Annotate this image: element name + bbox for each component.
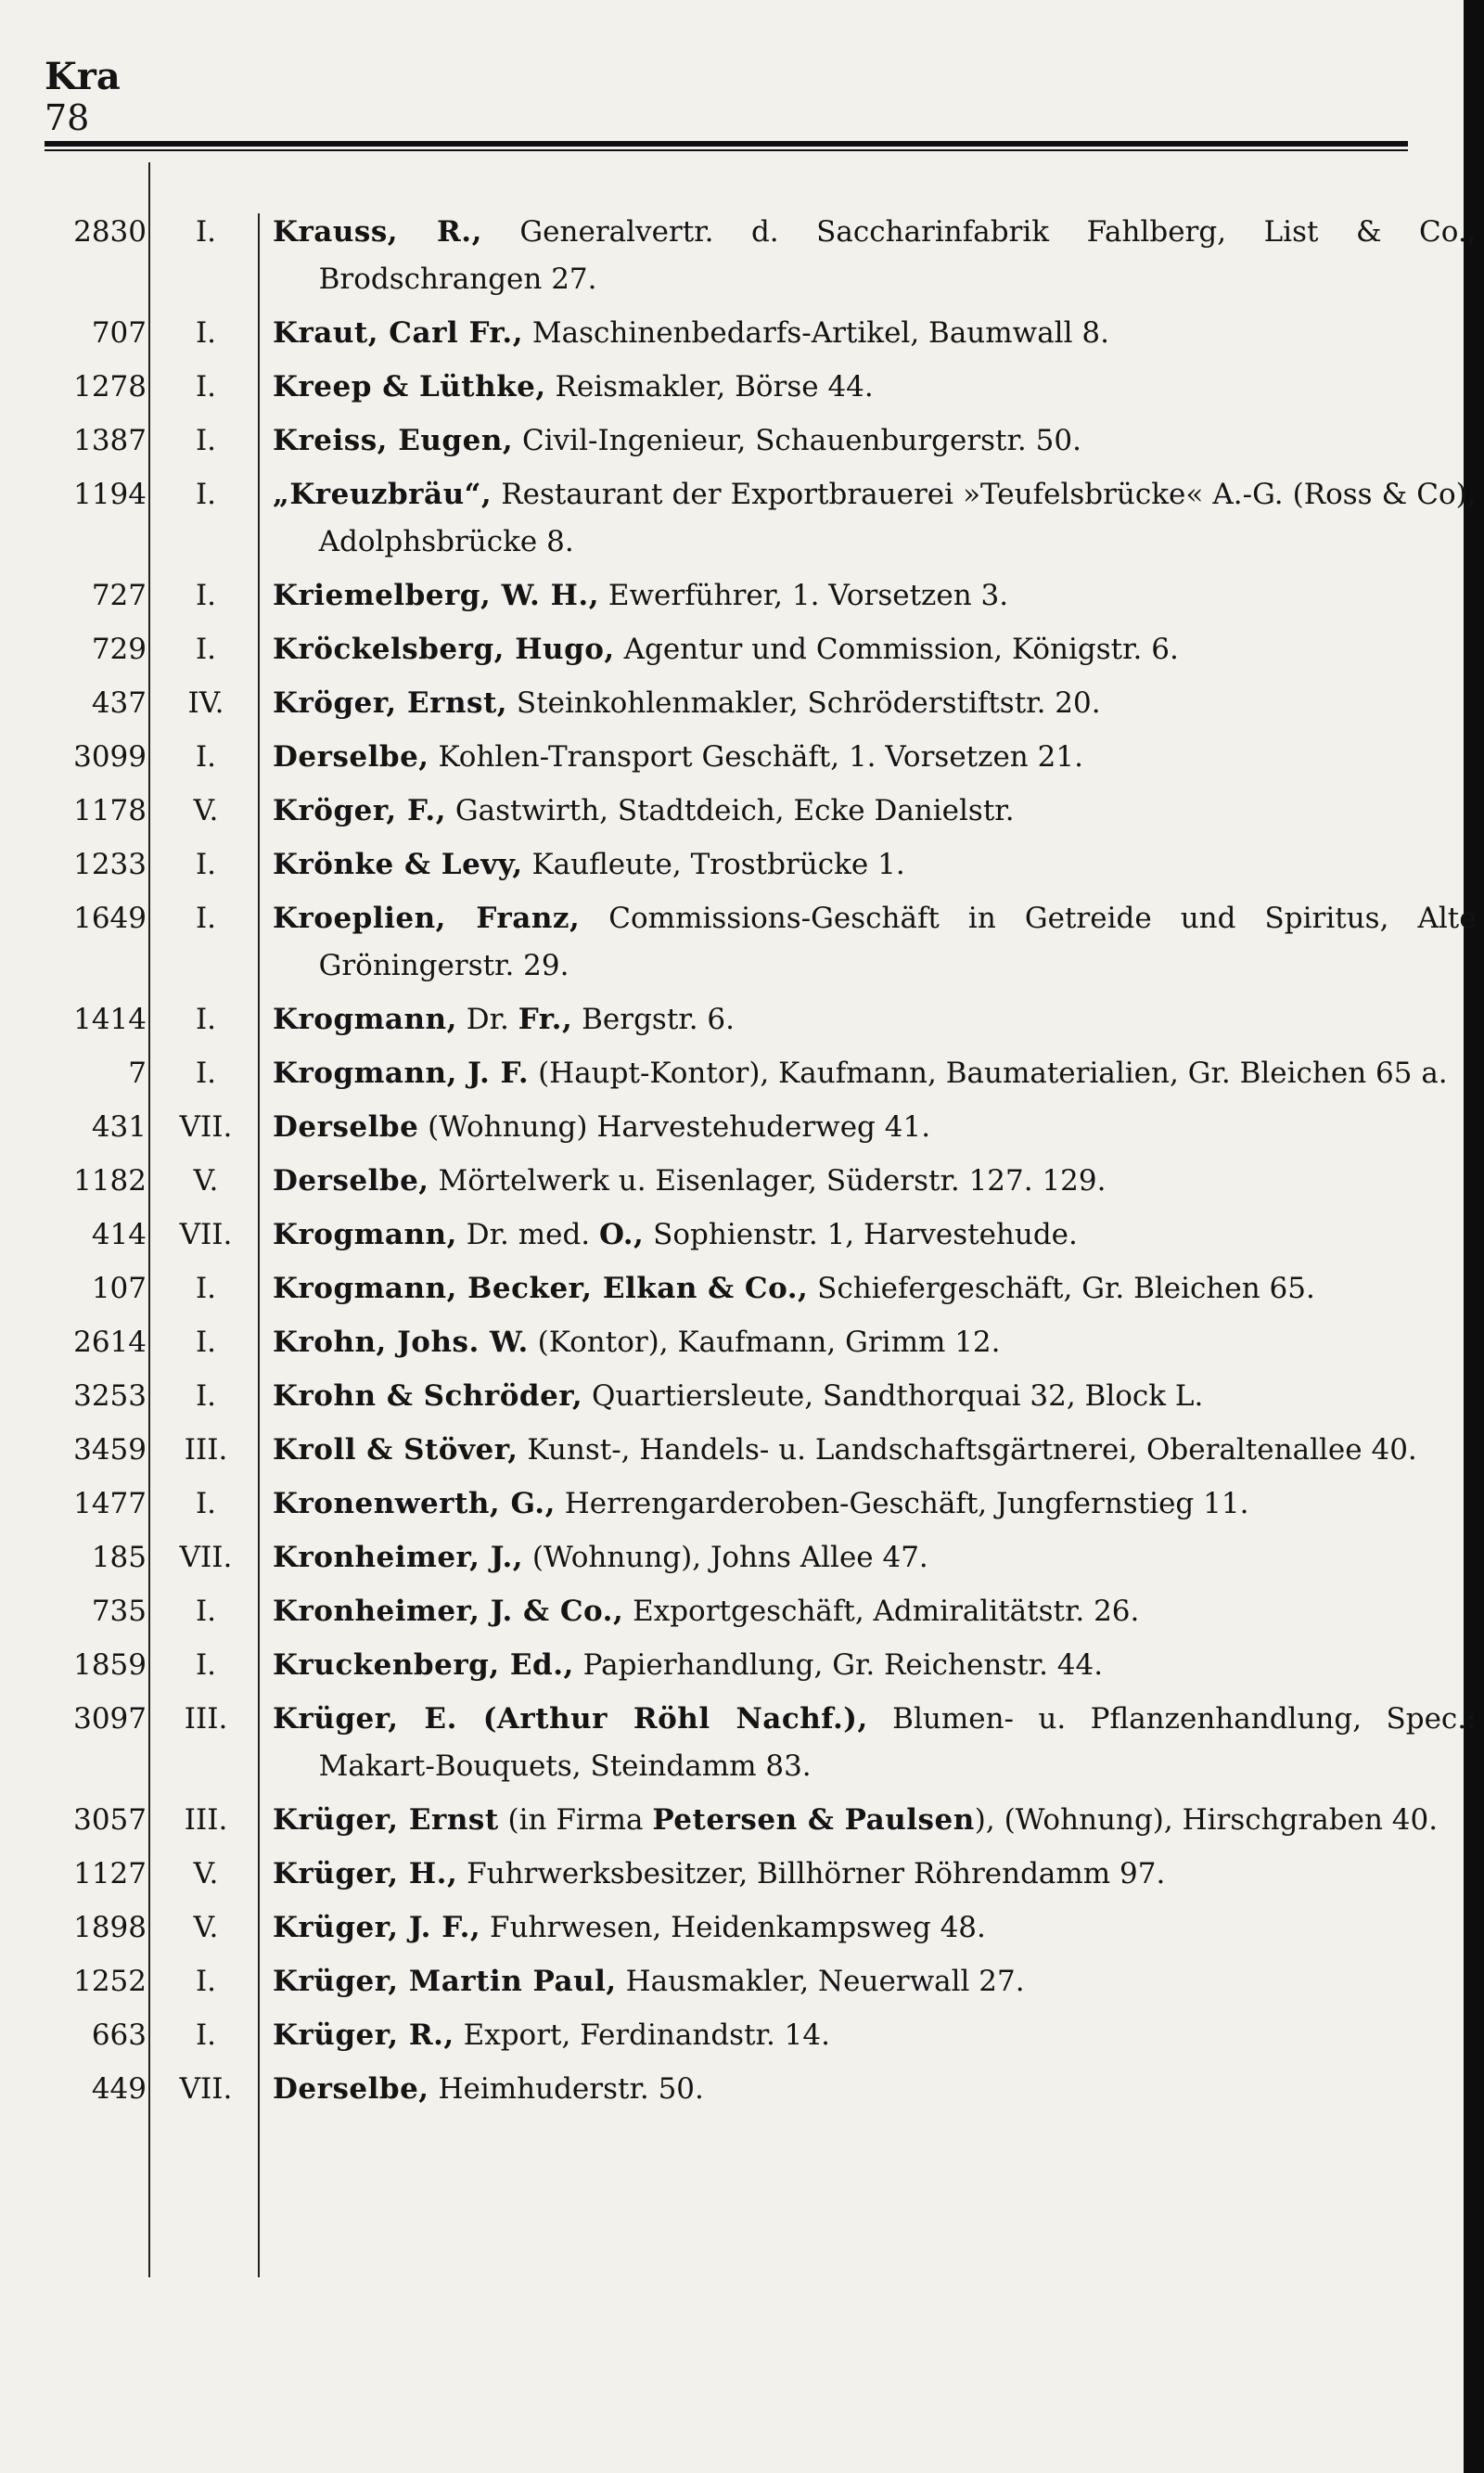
entry-details: (Wohnung), Johns Allee 47. (523, 1541, 928, 1574)
entry-details: Kaufleute, Trostbrücke 1. (522, 848, 905, 881)
directory-entry (0, 417, 1484, 465)
entry-details: ), (Wohnung), Hirschgraben 40. (974, 1803, 1439, 1837)
entry-district: I. (195, 316, 217, 350)
directory-entry (0, 1050, 1484, 1097)
entry-text (273, 310, 1477, 357)
entry-district: VII. (179, 1218, 233, 1251)
entry-name: Kronenwerth, G., (273, 1487, 556, 1520)
entry-name: Krohn & Schröder, (273, 1379, 583, 1413)
directory-entry (0, 1696, 1484, 1790)
entry-text (273, 1797, 1477, 1844)
entry-details: Kunst-, Handels- u. Landschaftsgärtnerei, Oberaltenallee 40. (518, 1433, 1417, 1467)
entry-number: 2614 (73, 1326, 147, 1359)
entry-district: I. (195, 1648, 217, 1682)
entry-name: Krüger, H., (273, 1857, 458, 1890)
entry-number: 3057 (73, 1803, 147, 1837)
directory-entry (0, 209, 1484, 303)
entry-text (273, 2066, 1477, 2113)
entry-district: I. (195, 633, 217, 666)
entry-district: III. (184, 1433, 228, 1467)
entry-district: I. (195, 579, 217, 612)
entry-district: VII. (179, 1110, 233, 1144)
directory-entry (0, 788, 1484, 835)
entry-details: Heimhuderstr. 50. (429, 2072, 704, 2106)
entry-district: I. (195, 1272, 217, 1305)
entry-details: Restaurant der Exportbrauerei »Teufelsbrücke« A.-G. (Ross & Co), Adolphsbrücke 8. (318, 478, 1477, 558)
directory-entry (0, 1373, 1484, 1420)
entry-name: Kroll & Stöver, (273, 1433, 518, 1467)
entry-text (273, 1319, 1477, 1366)
entry-details: Maschinenbedarfs-Artikel, Baumwall 8. (523, 316, 1109, 350)
entry-details: Exportgeschäft, Admiralitätstr. 26. (623, 1595, 1140, 1628)
entry-number: 1194 (73, 478, 147, 511)
entry-district: III. (184, 1702, 228, 1736)
directory-entry (0, 1797, 1484, 1844)
entry-number: 1182 (73, 1164, 147, 1198)
entry-text (273, 626, 1477, 673)
entry-number: 7 (128, 1057, 147, 1090)
entry-name: Krüger, R., (273, 2018, 454, 2052)
entry-name: Kröckelsberg, Hugo, (273, 633, 615, 666)
entry-name: O., (599, 1218, 645, 1251)
entry-details: Steinkohlenmakler, Schröderstiftstr. 20. (507, 686, 1101, 720)
entry-district: I. (195, 1595, 217, 1628)
entry-text (273, 417, 1477, 465)
entry-name: Derselbe (273, 1110, 419, 1144)
entry-details: Kohlen-Transport Geschäft, 1. Vorsetzen 21. (429, 740, 1083, 774)
entry-district: III. (184, 1803, 228, 1837)
entry-district: I. (195, 1057, 217, 1090)
entry-details: Papierhandlung, Gr. Reichenstr. 44. (573, 1648, 1104, 1682)
entry-details: Sophienstr. 1, Harvestehude. (644, 1218, 1078, 1251)
directory-entry (0, 895, 1484, 990)
entry-number: 185 (91, 1541, 147, 1574)
entry-text (273, 1104, 1477, 1151)
entry-name: Krogmann, J. F. (273, 1057, 530, 1090)
entry-text (273, 1158, 1477, 1205)
entry-district: VII. (179, 2072, 233, 2106)
entry-district: I. (195, 478, 217, 511)
entry-details: Dr. med. (456, 1218, 600, 1251)
entry-district: I. (195, 1965, 217, 1998)
entry-name: Derselbe, (273, 2072, 429, 2106)
entry-text (273, 1642, 1477, 1689)
entry-number: 1898 (73, 1911, 147, 1944)
entry-number: 1649 (73, 902, 147, 935)
entry-number: 735 (91, 1595, 147, 1628)
entry-details: Schiefergeschäft, Gr. Bleichen 65. (808, 1272, 1315, 1305)
entry-name: Kreiss, Eugen, (273, 424, 514, 457)
entry-details: (in Firma (498, 1803, 653, 1837)
directory-entry (0, 2012, 1484, 2059)
entry-number: 1233 (73, 848, 147, 881)
page-header (45, 56, 121, 137)
directory-entry (0, 1534, 1484, 1582)
entry-name: Kruckenberg, Ed., (273, 1648, 574, 1682)
entry-name: Krüger, E. (Arthur Röhl Nachf.), (273, 1702, 868, 1736)
entry-text (273, 1373, 1477, 1420)
entry-name: Kronheimer, J., (273, 1541, 524, 1574)
entry-district: I. (195, 2018, 217, 2052)
entry-details: Blumen- u. Pflanzenhandlung, Spec.: Makart-Bouquets, Steindamm 83. (318, 1702, 1477, 1783)
header-keyword: Kra (45, 55, 121, 98)
entry-number: 449 (91, 2072, 147, 2106)
entry-text (273, 841, 1477, 889)
directory-entry (0, 1265, 1484, 1313)
entry-name: Krogmann, (273, 1003, 457, 1036)
entry-name: Fr., (518, 1003, 573, 1036)
entry-text (273, 895, 1477, 990)
entry-number: 2830 (73, 215, 147, 249)
entry-details: Commissions-Geschäft in Getreide und Spiritus, Alte Gröningerstr. 29. (318, 902, 1477, 982)
entry-text (273, 680, 1477, 727)
entry-name: Derselbe, (273, 1164, 429, 1198)
entry-district: I. (195, 848, 217, 881)
entry-details: (Kontor), Kaufmann, Grimm 12. (528, 1326, 1001, 1359)
entry-number: 414 (91, 1218, 147, 1251)
entry-name: Krönke & Levy, (273, 848, 523, 881)
directory-entry (0, 1642, 1484, 1689)
entry-details: Gastwirth, Stadtdeich, Ecke Danielstr. (446, 794, 1015, 827)
entry-name: „Kreuzbräu“, (273, 478, 493, 511)
entry-text (273, 1851, 1477, 1898)
directory-entry (0, 1104, 1484, 1151)
page-number: 78 (45, 97, 90, 138)
directory-entry (0, 626, 1484, 673)
entry-name: Derselbe, (273, 740, 429, 774)
entry-district: V. (193, 1857, 219, 1890)
directory-entries (0, 209, 1484, 2120)
entry-text (273, 734, 1477, 781)
directory-entry (0, 310, 1484, 357)
entry-text (273, 471, 1477, 566)
entry-number: 727 (91, 579, 147, 612)
entry-name: Kraut, Carl Fr., (273, 316, 524, 350)
directory-entry (0, 1588, 1484, 1635)
entry-details: Quartiersleute, Sandthorquai 32, Block L. (582, 1379, 1204, 1413)
entry-number: 1477 (73, 1487, 147, 1520)
directory-entry (0, 841, 1484, 889)
directory-entry (0, 2066, 1484, 2113)
directory-entry (0, 1480, 1484, 1528)
entry-name: Kröger, F., (273, 794, 446, 827)
entry-text (273, 1050, 1477, 1097)
entry-district: I. (195, 1326, 217, 1359)
entry-number: 107 (91, 1272, 147, 1305)
entry-details: Dr. (456, 1003, 518, 1036)
entry-name: Krogmann, (273, 1218, 457, 1251)
entry-number: 1387 (73, 424, 147, 457)
entry-district: I. (195, 1379, 217, 1413)
entry-number: 663 (91, 2018, 147, 2052)
entry-details: Herrengarderoben-Geschäft, Jungfernstieg 11. (555, 1487, 1249, 1520)
entry-name: Krüger, Ernst (273, 1803, 499, 1837)
entry-district: I. (195, 215, 217, 249)
entry-name: Krohn, Johs. W. (273, 1326, 529, 1359)
entry-details: Reismakler, Börse 44. (545, 370, 874, 404)
directory-entry (0, 1158, 1484, 1205)
entry-district: I. (195, 1003, 217, 1036)
directory-entry (0, 996, 1484, 1044)
entry-details: Ewerführer, 1. Vorsetzen 3. (599, 579, 1009, 612)
entry-district: I. (195, 424, 217, 457)
directory-entry (0, 1211, 1484, 1259)
entry-number: 1127 (73, 1857, 147, 1890)
entry-number: 3099 (73, 740, 147, 774)
entry-district: IV. (187, 686, 224, 720)
directory-entry (0, 1319, 1484, 1366)
entry-district: I. (195, 902, 217, 935)
directory-entry (0, 1427, 1484, 1474)
directory-entry (0, 471, 1484, 566)
entry-number: 1252 (73, 1965, 147, 1998)
entry-text (273, 2012, 1477, 2059)
entry-name: Krogmann, Becker, Elkan & Co., (273, 1272, 809, 1305)
entry-name: Kronheimer, J. & Co., (273, 1595, 624, 1628)
entry-number: 1859 (73, 1648, 147, 1682)
entry-district: V. (193, 1911, 219, 1944)
entry-name: Kreep & Lüthke, (273, 370, 546, 404)
entry-name: Krüger, J. F., (273, 1911, 481, 1944)
entry-details: Export, Ferdinandstr. 14. (454, 2018, 830, 2052)
entry-details: Fuhrwerksbesitzer, Billhörner Röhrendamm 97. (457, 1857, 1166, 1890)
entry-number: 1178 (73, 794, 147, 827)
entry-number: 707 (91, 316, 147, 350)
directory-entry (0, 1958, 1484, 2005)
entry-text (273, 1211, 1477, 1259)
entry-details: (Haupt-Kontor), Kaufmann, Baumaterialien, Gr. Bleichen 65 a. (529, 1057, 1448, 1090)
entry-number: 1414 (73, 1003, 147, 1036)
entry-text (273, 1904, 1477, 1952)
entry-district: I. (195, 370, 217, 404)
entry-text (273, 1534, 1477, 1582)
entry-text (273, 1696, 1477, 1790)
entry-text (273, 996, 1477, 1044)
entry-number: 437 (91, 686, 147, 720)
entry-text (273, 1480, 1477, 1528)
directory-entry (0, 1851, 1484, 1898)
entry-text (273, 209, 1477, 303)
entry-details: Bergstr. 6. (572, 1003, 735, 1036)
entry-details: Mörtelwerk u. Eisenlager, Süderstr. 127. 129. (429, 1164, 1107, 1198)
entry-text (273, 1958, 1477, 2005)
entry-name: Kroeplien, Franz, (273, 902, 581, 935)
entry-details: Civil-Ingenieur, Schauenburgerstr. 50. (513, 424, 1081, 457)
directory-entry (0, 680, 1484, 727)
entry-number: 3097 (73, 1702, 147, 1736)
entry-details: (Wohnung) Harvestehuderweg 41. (418, 1110, 931, 1144)
entry-name: Krauss, R., (273, 215, 482, 249)
entry-district: V. (193, 1164, 219, 1198)
entry-district: I. (195, 1487, 217, 1520)
entry-details: Agentur und Commission, Königstr. 6. (614, 633, 1179, 666)
entry-details: Generalvertr. d. Saccharinfabrik Fahlberg, List & Co., Brodschrangen 27. (318, 215, 1477, 296)
entry-name: Kriemelberg, W. H., (273, 579, 600, 612)
entry-details: Hausmakler, Neuerwall 27. (616, 1965, 1025, 1998)
entry-number: 729 (91, 633, 147, 666)
entry-details: Fuhrwesen, Heidenkampsweg 48. (480, 1911, 986, 1944)
directory-entry (0, 572, 1484, 620)
entry-text (273, 364, 1477, 411)
entry-text (273, 572, 1477, 620)
entry-district: VII. (179, 1541, 233, 1574)
entry-number: 3253 (73, 1379, 147, 1413)
entry-number: 431 (91, 1110, 147, 1144)
directory-entry (0, 1904, 1484, 1952)
entry-name: Kröger, Ernst, (273, 686, 508, 720)
entry-name: Krüger, Martin Paul, (273, 1965, 617, 1998)
entry-text (273, 1427, 1477, 1474)
header-rule (45, 141, 1408, 151)
entry-district: I. (195, 740, 217, 774)
entry-text (273, 1265, 1477, 1313)
entry-text (273, 788, 1477, 835)
entry-district: V. (193, 794, 219, 827)
entry-name: Petersen & Paulsen (652, 1803, 975, 1837)
entry-number: 3459 (73, 1433, 147, 1467)
entry-text (273, 1588, 1477, 1635)
directory-entry (0, 734, 1484, 781)
directory-entry (0, 364, 1484, 411)
entry-number: 1278 (73, 370, 147, 404)
